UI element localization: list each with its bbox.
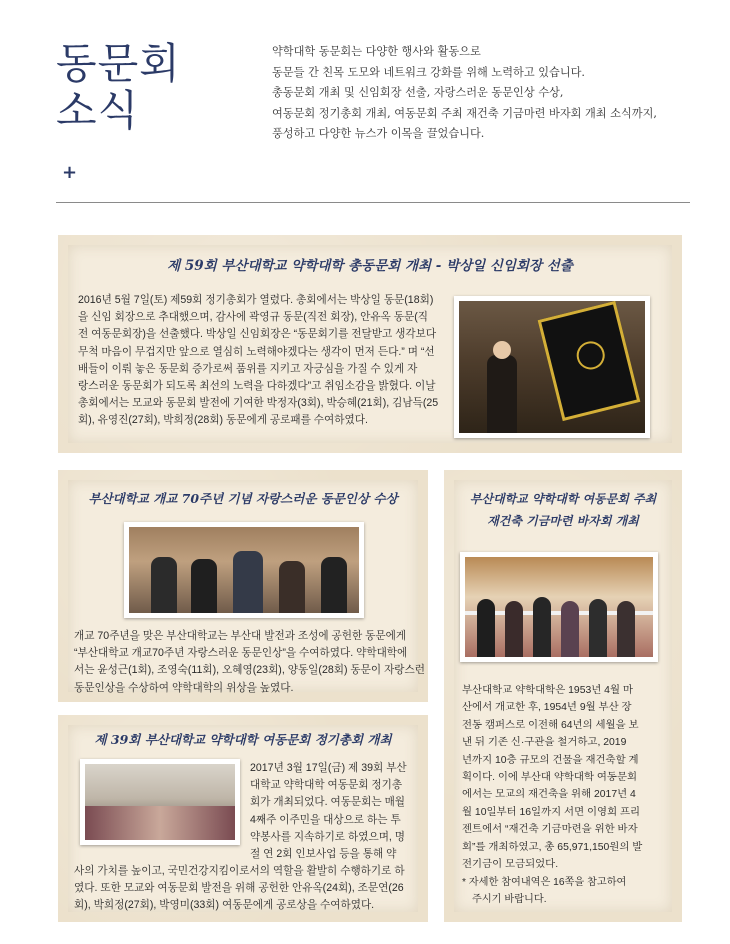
person-figure bbox=[191, 559, 217, 613]
person-head bbox=[493, 341, 511, 359]
article-stamp-women-alumni bbox=[58, 715, 428, 922]
body-line: 4째주 이주민을 대상으로 하는 투 bbox=[250, 813, 401, 826]
article-body bbox=[462, 682, 668, 873]
person-figure bbox=[279, 561, 305, 613]
body-line: 에서는 모교의 재건축을 위해 2017년 4 bbox=[462, 789, 636, 801]
article-title-line2: 재건축 기금마련 바자회 개최 bbox=[487, 514, 639, 528]
person-figure bbox=[151, 557, 177, 613]
flag-banner bbox=[538, 301, 641, 421]
plus-icon: + bbox=[62, 162, 78, 183]
body-line: 회), 박희정(27회), 박영미(33회) 여동문에게 공로상을 수여하였다. bbox=[74, 899, 375, 912]
body-line: 랑스러운 동문회가 되도록 최선의 노력을 다하겠다”고 취임소감을 밝혔다. 이날 bbox=[78, 380, 436, 393]
intro-text bbox=[272, 42, 702, 145]
article-body bbox=[78, 292, 463, 430]
intro-line: 동문들 간 친목 도모와 네트워크 강화를 위해 노력하고 있습니다. bbox=[272, 65, 585, 79]
article-stamp-general-meeting bbox=[58, 235, 682, 453]
flag-emblem bbox=[574, 338, 608, 372]
body-line: “부산대학교 개교70주년 자랑스러운 동문인상”을 수여하였다. 약학대학에 bbox=[74, 647, 408, 660]
body-line: 회), 유영진(27회), 박희정(28회) 동문에게 공로패를 수여하였다. bbox=[78, 414, 368, 427]
body-line: 배들이 이뤄 놓은 동문회 증가로써 품위를 지키고 자긍심을 가질 수 있게 자 bbox=[78, 362, 418, 375]
person-figure bbox=[477, 599, 495, 657]
header-divider bbox=[56, 202, 690, 203]
intro-line: 여동문회 정기총회 개최, 여동문회 주최 재건축 기금마련 바자회 개최 소식까지, bbox=[272, 106, 657, 120]
page-title-line1: 동문회 bbox=[56, 39, 181, 88]
body-line: 대학교 약학대학 여동문회 정기총 bbox=[250, 779, 403, 792]
body-line: 였다. 또한 모교와 여동문회 발전을 위해 공헌한 안유옥(24회), 조문연(26 bbox=[74, 882, 404, 895]
meeting-table bbox=[85, 806, 235, 840]
article-body-right bbox=[250, 760, 420, 863]
intro-line: 풍성하고 다양한 뉴스가 이목을 끌었습니다. bbox=[272, 127, 485, 140]
intro-line: 약학대학 동문회는 다양한 행사와 활동으로 bbox=[272, 45, 481, 58]
photo-bazaar-ribbon bbox=[460, 552, 658, 662]
page-title-line2: 소식 bbox=[56, 86, 140, 135]
article-stamp-bazaar bbox=[444, 470, 682, 922]
body-line: 부산대학교 약학대학은 1953년 4월 마 bbox=[462, 685, 633, 696]
body-line: 젠트에서 “재건축 기금마련을 위한 바자 bbox=[462, 824, 638, 836]
body-line: 전동 캠퍼스로 이전해 64년의 세월을 보 bbox=[462, 719, 639, 731]
article-stamp-award bbox=[58, 470, 428, 702]
person-figure bbox=[233, 551, 263, 613]
person-figure bbox=[321, 557, 347, 613]
body-line: 산에서 개교한 후, 1954년 9월 부산 장 bbox=[462, 702, 632, 714]
body-line: 2016년 5월 7일(토) 제59회 정기총회가 열렸다. 총회에서는 박상일 동문(18회) bbox=[78, 294, 434, 306]
body-line: 약봉사를 지속하기로 하였으며, 명 bbox=[250, 830, 406, 843]
body-line: 년까지 10층 규모의 건물을 재건축할 계 bbox=[462, 754, 639, 766]
body-line: 서는 윤성근(1회), 조영숙(11회), 오혜영(23회), 양동일(28회) 동문이 자랑스런 bbox=[74, 664, 426, 677]
article-note bbox=[462, 874, 668, 908]
body-line: 낸 뒤 기존 신·구관을 철거하고, 2019 bbox=[462, 737, 627, 749]
body-line: 전 여동문회장)을 선출했다. 박상일 신임회장은 “동문회기를 전달받고 생각보다 bbox=[78, 328, 437, 341]
body-line: 회가 개최되었다. 여동문회는 매월 bbox=[250, 796, 406, 809]
body-line: 2017년 3월 17일(금) 제 39회 부산 bbox=[250, 762, 407, 774]
person-figure bbox=[589, 599, 607, 657]
body-line: 획이다. 이에 부산대 약학대학 여동문회 bbox=[462, 772, 638, 784]
note-line: 주시기 바랍니다. bbox=[472, 894, 547, 906]
person-figure bbox=[533, 597, 551, 657]
article-title: 제 39회 부산대학교 약학대학 여동문회 정기총회 개최 bbox=[94, 732, 392, 747]
note-line: * 자세한 참여내역은 16쪽을 참고하여 bbox=[462, 877, 627, 888]
person-figure bbox=[561, 601, 579, 657]
article-title: 부산대학교 개교 70주년 기념 자랑스러운 동문인상 수상 bbox=[88, 491, 398, 506]
photo-women-meeting bbox=[80, 759, 240, 845]
article-title bbox=[456, 488, 670, 532]
body-line: 개교 70주년을 맞은 부산대학교는 부산대 발전과 조성에 공헌한 동문에게 bbox=[74, 630, 407, 642]
photo-award-group bbox=[124, 522, 364, 618]
intro-line: 총동문회 개최 및 신임회장 선출, 자랑스러운 동문인상 수상, bbox=[272, 86, 564, 99]
body-line: 무척 마음이 무겁지만 앞으로 열심히 노력해야겠다는 생각이 먼저 든다.” 며 “선 bbox=[78, 345, 435, 358]
body-line: 회”를 개최하였고, 총 65,971,150원의 발 bbox=[462, 841, 643, 853]
flag-text bbox=[541, 305, 613, 323]
person-figure bbox=[617, 601, 635, 657]
body-line: 사의 가치를 높이고, 국민건강지킴이로서의 역할을 활발히 수행하기로 하 bbox=[74, 865, 405, 877]
article-body bbox=[74, 628, 426, 697]
article-body-full bbox=[74, 863, 420, 915]
body-line: 절 연 2회 인보사업 등을 통해 약 bbox=[250, 848, 397, 861]
person-figure bbox=[505, 601, 523, 657]
body-line: 월 10일부터 16일까지 서면 이영희 프리 bbox=[462, 806, 641, 818]
body-line: 총회에서는 모교와 동문회 발전에 기여한 박정자(3회), 박승혜(21회), 김남득(25 bbox=[78, 397, 439, 410]
body-line: 전기금이 모금되었다. bbox=[462, 859, 559, 871]
body-line: 을 신임 회장으로 추대했으며, 감사에 곽영규 동문(직전 회장), 안유옥 동문(직 bbox=[78, 311, 428, 324]
article-title-line1: 부산대학교 약학대학 여동문회 주최 bbox=[469, 492, 657, 506]
photo-flag-handover bbox=[454, 296, 650, 438]
body-line: 동문인상을 수상하여 약학대학의 위상을 높였다. bbox=[74, 681, 294, 694]
article-title: 제 59회 부산대학교 약학대학 총동문회 개최 - 박상일 신임회장 선출 bbox=[167, 258, 573, 274]
person-figure bbox=[487, 355, 517, 433]
page-title bbox=[56, 40, 181, 134]
